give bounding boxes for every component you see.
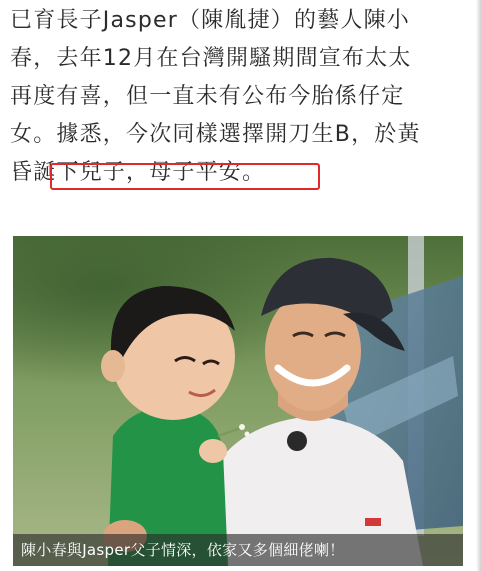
paragraph-line: 女。據悉，今次同樣選擇開刀生B，於黃 xyxy=(10,122,421,147)
highlight-annotation-box xyxy=(50,163,320,190)
photo-caption-bar xyxy=(13,534,463,566)
paragraph-line: 春，去年12月在台灣開騷期間宣布太太 xyxy=(10,46,412,71)
paragraph-line: 再度有喜，但一直未有公布今胎係仔定 xyxy=(10,84,405,109)
paragraph-line: 已育長子Jasper（陳胤捷）的藝人陳小 xyxy=(10,8,410,33)
paragraph-line: 昏誕下兒子，母子平安。 xyxy=(10,160,266,185)
article-photo[interactable] xyxy=(13,236,463,566)
photo-caption: 陳小春與Jasper父子情深，依家又多個細佬喇！ xyxy=(21,541,345,559)
photo-illustration xyxy=(13,236,463,566)
shirt-logo xyxy=(365,518,381,526)
page-edge-shadow xyxy=(476,0,481,571)
lapel-mic xyxy=(287,431,307,451)
